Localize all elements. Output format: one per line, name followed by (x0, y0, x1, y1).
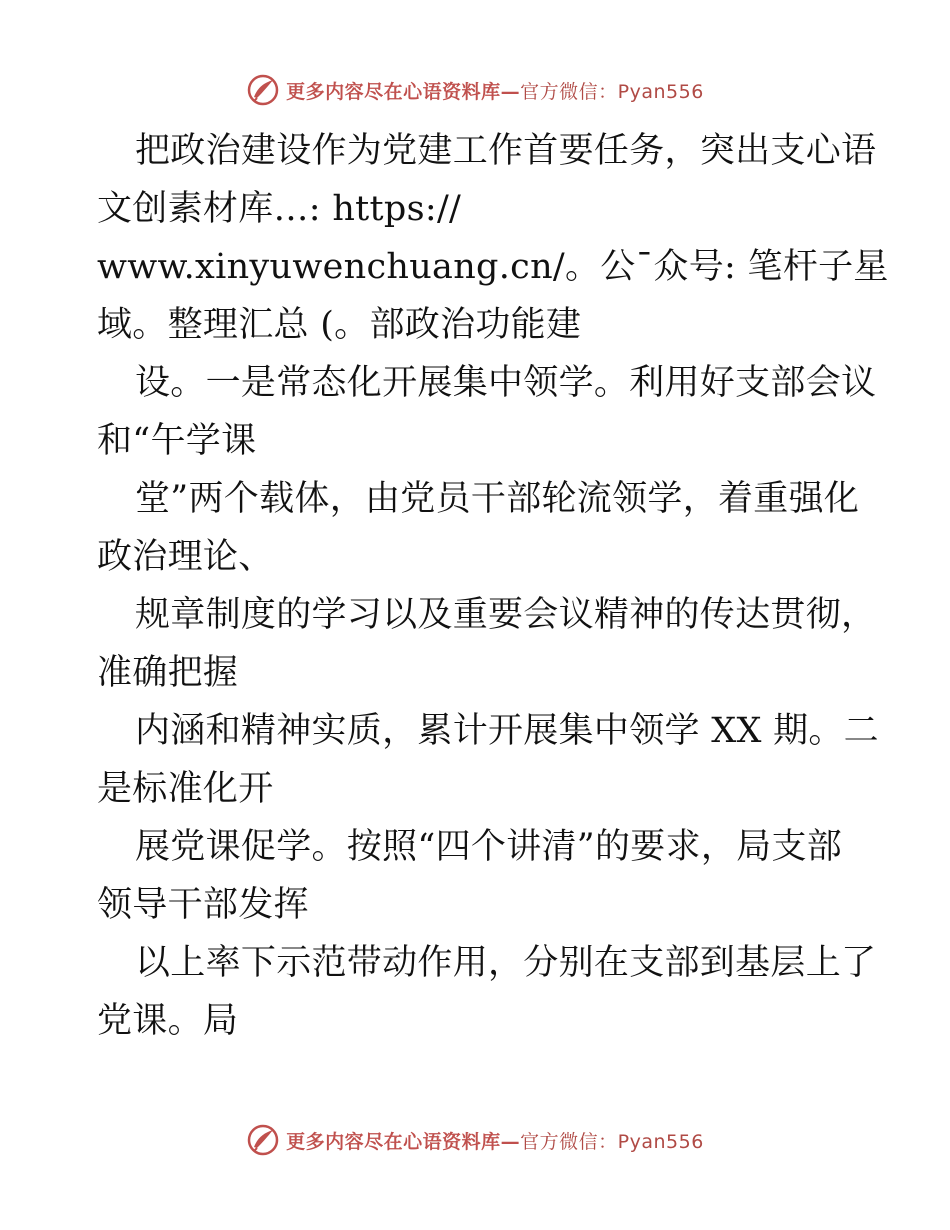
header-watermark (0, 68, 950, 112)
watermark-wechat-label: 官方微信：Pyan556 (520, 80, 704, 103)
text-line: 是标准化开 (97, 769, 274, 809)
watermark-text (286, 77, 704, 104)
text-line: 域。整理汇总 (。部政治功能建 (97, 305, 582, 345)
text-line: www.xinyuwenchuang.cn/。公¯众号: 笔杆子星 (97, 247, 889, 287)
text-line: 以上率下示范带动作用，分别在支部到基层上了 (135, 943, 877, 983)
pen-logo-icon (246, 1123, 280, 1157)
text-line: 政治理论、 (97, 537, 274, 577)
watermark-wechat-label: 官方微信：Pyan556 (520, 1130, 704, 1153)
watermark-site-label: 更多内容尽在心语资料库— (286, 80, 521, 103)
pen-logo-icon (246, 73, 280, 107)
watermark-site-label: 更多内容尽在心语资料库— (286, 1130, 521, 1153)
text-line: 堂”两个载体，由党员干部轮流领学，着重强化 (135, 479, 860, 519)
text-line: 内涵和精神实质，累计开展集中领学 XX 期。二 (135, 711, 879, 751)
document-body (97, 122, 889, 1050)
text-line: 文创素材库…: https:// (97, 189, 462, 229)
text-line: 党课。局 (97, 1001, 239, 1041)
text-line: 规章制度的学习以及重要会议精神的传达贯彻， (135, 595, 877, 635)
text-line: 设。一是常态化开展集中领学。利用好支部会议 (135, 363, 877, 403)
watermark-text (286, 1127, 704, 1154)
footer-watermark (0, 1118, 950, 1162)
text-line: 和“午学课 (97, 421, 257, 461)
text-line: 准确把握 (97, 653, 239, 693)
text-line: 领导干部发挥 (97, 885, 309, 925)
text-line: 把政治建设作为党建工作首要任务，突出支心语 (135, 131, 877, 171)
text-line: 展党课促学。按照“四个讲清”的要求，局支部 (135, 827, 843, 867)
